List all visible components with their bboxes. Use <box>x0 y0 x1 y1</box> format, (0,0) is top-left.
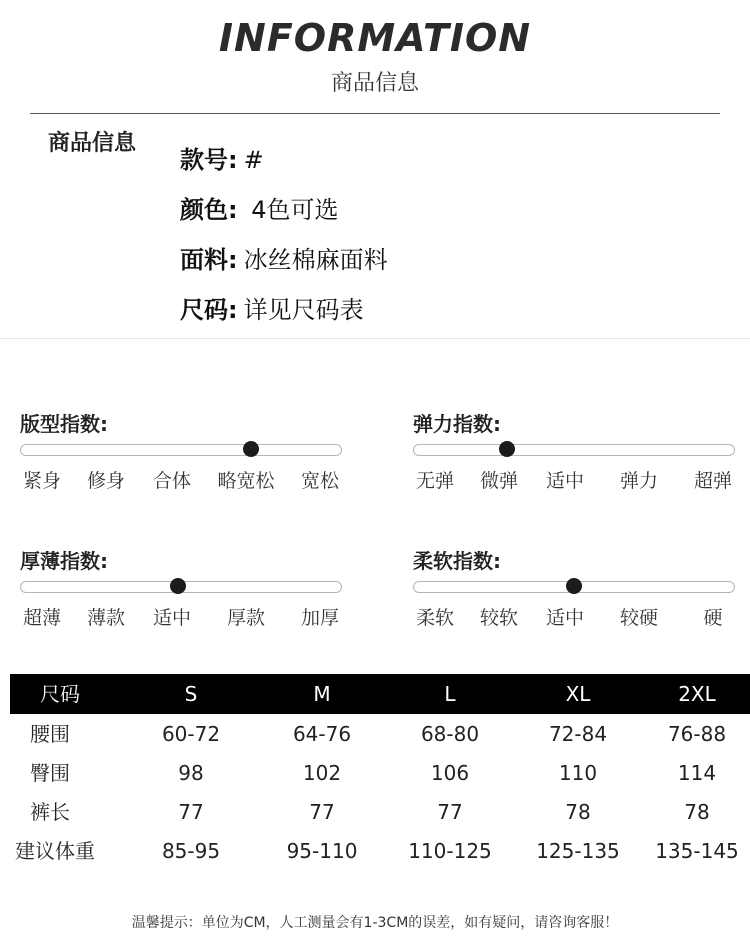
table-row <box>10 792 750 830</box>
table-cell: 125-135 <box>536 839 620 863</box>
scale-tick: 超薄 <box>22 607 62 629</box>
divider <box>30 113 720 114</box>
table-cell: 135-145 <box>655 839 739 863</box>
row-label: 建议体重 <box>15 839 95 863</box>
divider <box>0 338 750 339</box>
scale-tick: 略宽松 <box>217 470 275 492</box>
elasticity-index-scale <box>413 408 743 492</box>
info-key: 尺码: <box>180 296 238 324</box>
table-cell: 114 <box>677 761 717 785</box>
scale-tick: 较软 <box>479 607 519 629</box>
info-key: 颜色: <box>180 196 238 224</box>
scale-tick: 适中 <box>545 470 585 492</box>
scale-ticks <box>20 603 350 627</box>
table-cell: 98 <box>178 761 204 785</box>
scale-knob <box>243 441 259 457</box>
scale-tick: 适中 <box>152 607 192 629</box>
table-cell: 64-76 <box>292 722 352 746</box>
scale-title: 厚薄指数: <box>20 549 108 573</box>
scale-tick: 弹力 <box>619 470 659 492</box>
scale-title: 柔软指数: <box>413 549 501 573</box>
scale-knob <box>499 441 515 457</box>
table-row <box>10 831 750 869</box>
table-cell: 76-88 <box>667 722 727 746</box>
header-cell: 尺码 <box>40 682 80 706</box>
info-section-label: 商品信息 <box>48 131 137 156</box>
header-cell: S <box>184 682 198 706</box>
scale-tick: 紧身 <box>22 470 62 492</box>
table-cell: 77 <box>437 800 463 824</box>
info-value: 冰丝棉麻面料 <box>243 246 388 274</box>
table-row <box>10 753 750 791</box>
table-cell: 110 <box>558 761 598 785</box>
info-row-fabric <box>180 240 388 275</box>
scale-knob <box>566 578 582 594</box>
table-cell: 110-125 <box>408 839 492 863</box>
page-subtitle: 商品信息 <box>330 71 419 96</box>
table-row <box>10 714 750 752</box>
scale-track <box>20 581 342 593</box>
scale-tick: 微弹 <box>479 470 519 492</box>
scale-track <box>413 581 735 593</box>
scale-tick: 适中 <box>545 607 585 629</box>
scale-tick: 修身 <box>86 470 126 492</box>
table-cell: 77 <box>309 800 335 824</box>
page-title: INFORMATION <box>218 16 532 60</box>
info-row-style-no <box>180 140 264 175</box>
row-label: 腰围 <box>30 722 70 746</box>
table-cell: 60-72 <box>161 722 221 746</box>
scale-tick: 宽松 <box>300 470 340 492</box>
scale-tick: 薄款 <box>86 607 126 629</box>
row-label: 臀围 <box>30 761 70 785</box>
scale-ticks <box>413 603 743 627</box>
scale-title: 版型指数: <box>20 412 108 436</box>
thickness-index-scale <box>20 545 350 629</box>
scale-tick: 合体 <box>152 470 192 492</box>
scale-track <box>413 444 735 456</box>
scale-knob <box>170 578 186 594</box>
table-cell: 95-110 <box>286 839 358 863</box>
header-cell: 2XL <box>678 682 716 706</box>
table-cell: 102 <box>302 761 342 785</box>
scale-tick: 超弹 <box>693 470 733 492</box>
table-cell: 77 <box>178 800 204 824</box>
info-key: 款号: <box>180 146 238 174</box>
table-cell: 85-95 <box>161 839 221 863</box>
scale-tick: 厚款 <box>226 607 266 629</box>
softness-index-scale <box>413 545 743 629</box>
scale-title: 弹力指数: <box>413 412 501 436</box>
table-cell: 68-80 <box>420 722 480 746</box>
scale-track <box>20 444 342 456</box>
table-cell: 106 <box>430 761 470 785</box>
size-table-header <box>10 674 750 714</box>
table-cell: 78 <box>565 800 591 824</box>
header-cell: L <box>444 682 456 706</box>
scale-tick: 较硬 <box>619 607 659 629</box>
header-cell: M <box>313 682 331 706</box>
info-row-color <box>180 190 339 225</box>
scale-tick: 无弹 <box>415 470 455 492</box>
info-value: # <box>243 146 264 174</box>
scale-ticks <box>413 466 743 490</box>
measurement-note: 温馨提示：单位为CM，人工测量会有1-3CM的误差，如有疑问，请咨询客服！ <box>131 915 619 931</box>
scale-ticks <box>20 466 350 490</box>
header-cell: XL <box>565 682 591 706</box>
info-row-size <box>180 290 364 325</box>
fit-index-scale <box>20 408 350 492</box>
info-value: 4色可选 <box>243 196 339 224</box>
table-cell: 72-84 <box>548 722 608 746</box>
info-key: 面料: <box>180 246 238 274</box>
info-value: 详见尺码表 <box>243 296 364 324</box>
table-cell: 78 <box>684 800 710 824</box>
scale-tick: 柔软 <box>415 607 455 629</box>
scale-tick: 加厚 <box>300 607 340 629</box>
row-label: 裤长 <box>30 800 70 824</box>
scale-tick: 硬 <box>703 607 723 629</box>
